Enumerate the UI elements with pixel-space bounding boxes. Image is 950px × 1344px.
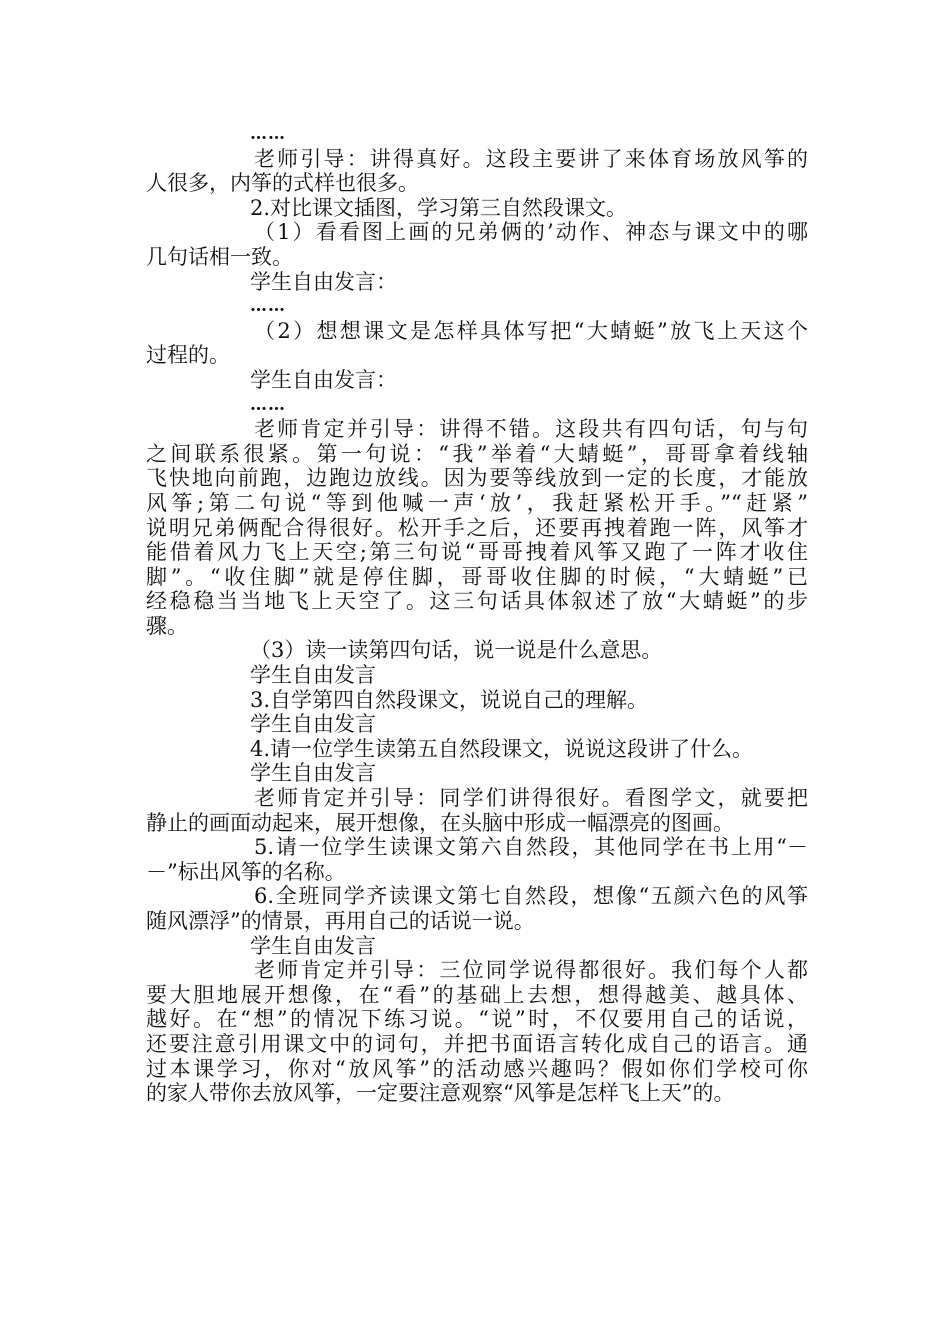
paragraph-line: 过程的。 [146, 343, 230, 368]
step-heading: 2.对比课文插图，学习第三自然段课文。 [250, 195, 628, 220]
paragraph-line: 老师肯定并引导：讲得不错。这段共有四句话，句与句 [254, 417, 808, 442]
paragraph-line: 老师肯定并引导：三位同学说得都很好。我们每个人都 [254, 958, 808, 983]
paragraph-line: （3）读一读第四句话，说一说是什么意思。 [250, 638, 663, 663]
paragraph-line: 的家人带你去放风筝，一定要注意观察“风筝是怎样飞上天”的。 [146, 1081, 735, 1106]
paragraph-line: 人很多，内筝的式样也很多。 [146, 171, 419, 196]
step-heading: 6.全班同学齐读课文第七自然段，想像“五颜六色的风筝 [254, 884, 808, 909]
paragraph-line: 脚”。“收住脚”就是停住脚，哥哥收住脚的时候，“大蜻蜓”已 [146, 564, 808, 589]
paragraph-line: （2）想想课文是怎样具体写把“大蜻蜓”放飞上天这个 [254, 318, 808, 343]
student-response-line: 学生自由发言 [250, 933, 376, 958]
student-response-line: 学生自由发言 [250, 761, 376, 786]
paragraph-line: （1）看看图上画的兄弟俩的’动作、神态与课文中的哪 [254, 220, 808, 245]
paragraph-line: 风筝;第二句说“等到他喊一声‘放’，我赶紧松开手。”“赶紧” [146, 490, 808, 515]
paragraph-line: 几句话相一致。 [146, 244, 293, 269]
step-heading: 4.请一位学生读第五自然段课文，说说这段讲了什么。 [250, 736, 754, 761]
paragraph-line: －”标出风筝的名称。 [146, 859, 346, 884]
paragraph-line: 要大胆地展开想像，在“看”的基础上去想，想得越美、越具体、 [146, 982, 808, 1007]
paragraph-line: 老师肯定并引导：同学们讲得很好。看图学文，就要把 [254, 786, 808, 811]
step-heading: 3.自学第四自然段课文，说说自己的理解。 [250, 687, 649, 712]
paragraph-line: 经稳稳当当地飞上天空了。这三句话具体叙述了放“大蜻蜓”的步 [146, 589, 808, 614]
paragraph-line: 老师引导：讲得真好。这段主要讲了来体育场放风筝的 [254, 146, 808, 171]
paragraph-line: 说明兄弟俩配合得很好。松开手之后，还要再拽着跑一阵，风筝才 [146, 515, 808, 540]
student-response-line: 学生自由发言 [250, 663, 376, 688]
paragraph-line: 能借着风力飞上天空;第三句说“哥哥拽着风筝又跑了一阵才收住 [146, 540, 808, 565]
ellipsis-line: …… [250, 124, 286, 144]
paragraph-line: 随风漂浮”的情景，再用自己的话说一说。 [146, 909, 535, 933]
paragraph-line: 飞快地向前跑，边跑边放线。因为要等线放到一定的长度，才能放 [146, 466, 808, 491]
ellipsis-line: …… [250, 394, 286, 415]
paragraph-line: 越好。在“想”的情况下练习说。“说”时，不仅要用自己的话说， [146, 1007, 808, 1032]
paragraph-line: 骤。 [146, 613, 188, 638]
student-response-line: 学生自由发言： [250, 269, 397, 294]
ellipsis-line: …… [250, 296, 286, 317]
step-heading: 5.请一位学生读课文第六自然段，其他同学在书上用“－ [254, 835, 808, 860]
paragraph-line: 静止的画面动起来，展开想像，在头脑中形成一幅漂亮的图画。 [146, 810, 734, 835]
paragraph-line: 还要注意引用课文中的词句，并把书面语言转化成自己的语言。通 [146, 1031, 808, 1056]
paragraph-line: 之间联系很紧。第一句说：“我”举着“大蜻蜓”，哥哥拿着线轴 [146, 441, 808, 466]
paragraph-line: 过本课学习，你对“放风筝”的活动感兴趣吗？假如你们学校可你 [146, 1056, 808, 1081]
student-response-line: 学生自由发言 [250, 712, 376, 737]
document-body [146, 122, 808, 1106]
student-response-line: 学生自由发言： [250, 367, 397, 392]
